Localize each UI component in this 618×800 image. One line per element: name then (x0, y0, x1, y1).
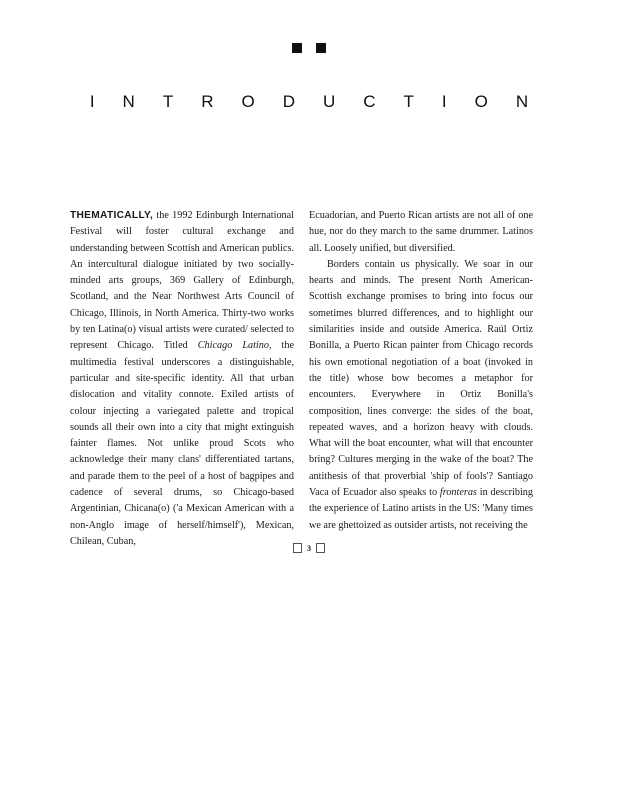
page-number: 3 (307, 543, 311, 553)
ornament-square-left (292, 43, 302, 53)
lead-word: THEMATICALLY, (70, 210, 154, 221)
ornament-square-right (316, 43, 326, 53)
paragraph-1 (70, 208, 294, 550)
paragraph-2-text-cont: in describing the experience of Latino artists in the US: 'Many times we are ghettoized as outsider artists, not receiving the (309, 487, 533, 531)
paragraph-continued: Ecuadorian, and Puerto Rican artists are not all of one hue, nor do they march to the same drummer. Latinos all. Loosely unified, but diversified. (309, 210, 533, 254)
paragraph-2-text: Borders contain us physically. We soar in our hearts and minds. The present North American-Scottish exchange promises to bring into focus our sometimes blurred differences, and to highlight our similarities inside and outside America. Raúl Ortiz Bonilla, a Puerto Rican painter from Chicago records his own emotional negotiation of a boat (invoked in the title) whose bow becomes a metaphor for encounters. Everywhere in Ortiz Bonilla's composition, lines converge: the sides of the boat, repeated waves, and a horizon heavy with clouds. What will the boat encounter, what will that encounter bring? Cultures merging in the wake of the boat? The antithesis of that proverbial 'ship of fools'? Santiago Vaca of Ecuador also speaks to (309, 258, 533, 499)
paragraph-text-cont: the multimedia festival underscores a distinguishable, particular and site-specific identity. All that urban dislocation and vitality connote. Exiled artists of colour injecting a variegated palette and tropical sounds all their own into a city that might extinguish fainter flames. Not unlike proud Scots who acknowledge their many clans' differentiated tartans, and parade them to the peel of a host of bagpipes and cadence of several drums, so Chicago-based Argentinian, Chicana(o) ('a Mexican American with a non-Anglo image of herself/himself'), Mexican, Chilean, Cuban, (70, 340, 294, 547)
italic-word: fronteras (439, 487, 477, 499)
italic-title: Chicago Latino, (197, 340, 272, 352)
paragraph-2 (309, 257, 533, 534)
page-title: INTRODUCTION (89, 92, 557, 111)
footer-box-right (316, 543, 325, 553)
right-column (309, 208, 533, 534)
header-ornament (0, 43, 618, 53)
page-footer (0, 543, 618, 553)
paragraph-text: the 1992 Edinburgh International Festival will foster cultural exchange and understanding between Scottish and American publics. An intercultural dialogue initiated by two socially-minded arts groups, 369 Gallery of Edinburgh, Scotland, and the Near Northwest Arts Council of Chicago, Illinois, in North America. Thirty-two works by ten Latina(o) visual artists were curated/ selected to represent Chicago. Titled (70, 210, 294, 352)
left-column (70, 208, 294, 550)
footer-box-left (293, 543, 302, 553)
